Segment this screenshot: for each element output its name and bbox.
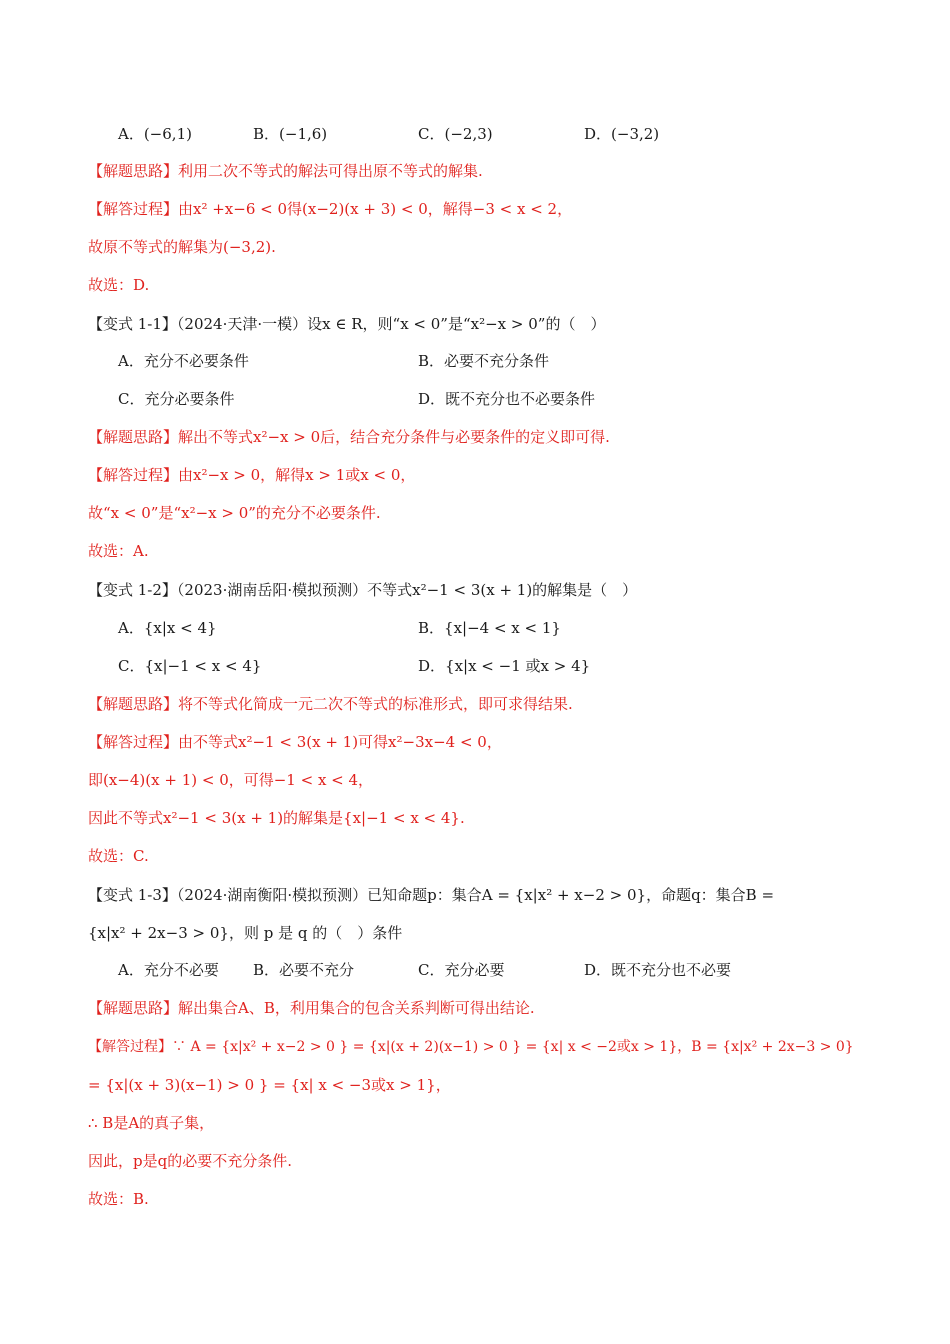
q3-idea: 【解题思路】解出集合A、B，利用集合的包含关系判断可得出结论.	[88, 999, 535, 1017]
q0-option-d: D．(−3,2)	[584, 125, 660, 143]
q1-option-a: A．充分不必要条件	[118, 352, 249, 370]
q1-process: 【解答过程】由x²−x > 0，解得x > 1或x < 0，	[88, 466, 416, 484]
q1-stem: 【变式 1-1】（2024·天津·一模）设x ∈ R，则“x < 0”是“x²−x > 0”的（ ）	[88, 315, 606, 333]
q0-option-b: B．(−1,6)	[253, 125, 328, 143]
q1-answer: 故选：A.	[88, 542, 149, 560]
q2-option-c: C．{x|−1 < x < 4}	[118, 657, 262, 675]
q2-process-3: 因此不等式x²−1 < 3(x + 1)的解集是{x|−1 < x < 4}.	[88, 809, 465, 827]
q2-process: 【解答过程】由不等式x²−1 < 3(x + 1)可得x²−3x−4 < 0，	[88, 733, 502, 751]
q1-option-b: B．必要不充分条件	[418, 352, 550, 370]
q2-stem: 【变式 1-2】（2023·湖南岳阳·模拟预测）不等式x²−1 < 3(x + 1)的解集是（ ）	[88, 581, 638, 599]
q2-option-b: B．{x|−4 < x < 1}	[418, 619, 561, 637]
q3-option-c: C．充分必要	[418, 961, 505, 979]
q0-idea: 【解题思路】利用二次不等式的解法可得出原不等式的解集.	[88, 162, 483, 180]
q3-option-b: B．必要不充分	[253, 961, 355, 979]
q0-option-a: A．(−6,1)	[118, 125, 192, 143]
q0-answer: 故选：D.	[88, 276, 150, 294]
q1-idea: 【解题思路】解出不等式x²−x > 0后，结合充分条件与必要条件的定义即可得.	[88, 428, 610, 446]
q2-option-a: A．{x|x < 4}	[118, 619, 217, 637]
q1-process-2: 故“x < 0”是“x²−x > 0”的充分不必要条件.	[88, 504, 381, 522]
q2-option-d: D．{x|x < −1 或x > 4}	[418, 657, 591, 675]
q2-process-2: 即(x−4)(x + 1) < 0，可得−1 < x < 4，	[88, 771, 374, 789]
q3-process-3: ∴ B是A的真子集，	[88, 1114, 215, 1132]
q0-process: 【解答过程】由x² +x−6 < 0得(x−2)(x + 3) < 0，解得−3 < x < 2，	[88, 200, 573, 218]
q2-idea: 【解题思路】将不等式化简成一元二次不等式的标准形式，即可求得结果.	[88, 695, 573, 713]
q0-process-2: 故原不等式的解集为(−3,2).	[88, 238, 276, 256]
q0-option-c: C．(−2,3)	[418, 125, 493, 143]
q1-option-c: C．充分必要条件	[118, 390, 235, 408]
q3-stem: 【变式 1-3】（2024·湖南衡阳·模拟预测）已知命题p：集合A = {x|x² + x−2 > 0}，命题q：集合B =	[88, 886, 775, 904]
q3-option-a: A．充分不必要	[118, 961, 219, 979]
q3-process-2: = {x|(x + 3)(x−1) > 0 } = {x| x < −3或x > 1}，	[88, 1076, 451, 1094]
q1-option-d: D．既不充分也不必要条件	[418, 390, 596, 408]
q2-answer: 故选：C.	[88, 847, 149, 865]
q3-process: 【解答过程】∵ A = {x|x² + x−2 > 0 } = {x|(x + 2)(x−1) > 0 } = {x| x < −2或x > 1}，B = {x|x² + 2x−3 > 0}	[88, 1039, 854, 1055]
q3-answer: 故选：B.	[88, 1190, 149, 1208]
q3-option-d: D．既不充分也不必要	[584, 961, 732, 979]
q3-stem-2: {x|x² + 2x−3 > 0}，则 p 是 q 的（ ）条件	[88, 924, 403, 942]
q3-process-4: 因此，p是q的必要不充分条件.	[88, 1152, 292, 1170]
